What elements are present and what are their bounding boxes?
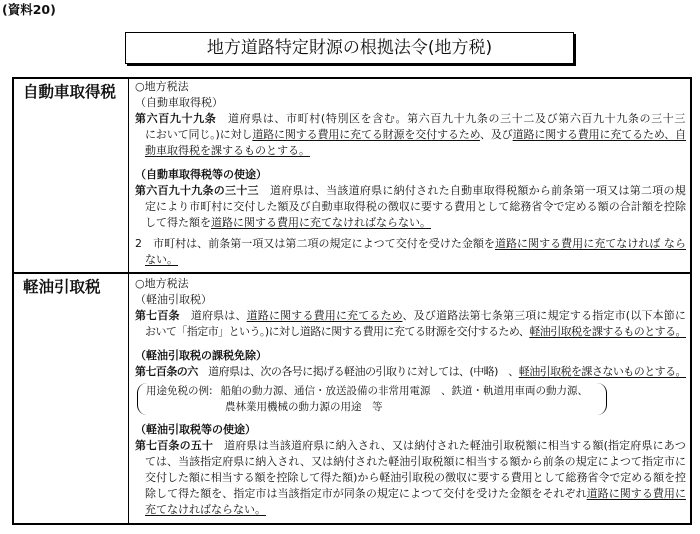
- underlined-text: 動車取得税を課するものとする。: [145, 144, 310, 157]
- underlined-text: 道路に関する費用に充てるため、自: [512, 128, 687, 141]
- text-line: [135, 199, 687, 215]
- section-heading: （自動車取得税等の使途）: [135, 168, 267, 181]
- article-number: 第七百条の五十: [135, 439, 213, 452]
- underlined-text: 道路に関する費用に充てなければ なら: [494, 237, 686, 250]
- note-text: 船舶の動力源、通信・放送設備の非常用電源 、鉄道・軌道用車両の動力源、: [220, 385, 589, 397]
- text-line: [135, 486, 687, 502]
- text-line: [135, 470, 687, 486]
- paragraph-text: [135, 236, 687, 268]
- article-number: 第七百条の六: [135, 365, 198, 378]
- text-segment: おいて「指定市」という。)に対し道路に関する費用に充てる財源を交付するため、: [145, 325, 530, 338]
- text-segment: 道府県は、市町村(特別区を含む。第六百九十九条の三十二及び第六百九十九条の三十三: [216, 112, 687, 125]
- law-name: ○地方税法: [135, 277, 189, 290]
- row-content: [129, 79, 690, 272]
- section-heading: （自動車取得税）: [135, 96, 223, 109]
- text-line: [135, 438, 687, 454]
- text-segment: 、及び道路法第七条第三項に規定する指定市(以下本節に: [402, 309, 687, 322]
- text-line: [135, 111, 687, 127]
- text-segment: 道府県は、当該道府県に納付された自動車取得税額から前条第一項又は第二項の規: [258, 184, 687, 197]
- article-text: [135, 438, 687, 518]
- underlined-text: 道路に関する費用に充てる財源を交付するため: [252, 128, 481, 141]
- text-line: [135, 454, 687, 470]
- title-box: [125, 32, 574, 64]
- article-text: [135, 308, 687, 340]
- page-title: 地方道路特定財源の根拠法令(地方税): [206, 38, 493, 58]
- text-segment: 除して得た額を、指定市は当該指定市が同条の規定によつて交付を受けた金額をそれぞれ: [145, 487, 587, 500]
- text-segment: 道府県は、次の各号に掲げる軽油の引取りに対しては、(中略) 、: [197, 365, 519, 378]
- note-bracket: [137, 383, 607, 415]
- underlined-text: ない。: [145, 253, 178, 266]
- section-heading: （軽油引取税）: [135, 293, 212, 306]
- article-text: [135, 183, 687, 231]
- note-label: 用途免税の例:: [146, 385, 213, 397]
- row-label: 軽油引取税: [14, 272, 129, 523]
- underlined-text: 軽油引取税を課するものとする。: [529, 325, 687, 338]
- section-heading: （軽油引取税等の使途）: [135, 423, 256, 436]
- note-line: [146, 399, 598, 415]
- article-text: [135, 364, 687, 380]
- text-line: [135, 308, 687, 324]
- text-segment: において同じ。)に対し: [145, 128, 253, 141]
- text-segment: 、及び: [480, 128, 513, 141]
- text-line: [135, 236, 687, 252]
- text-line: [135, 183, 687, 199]
- underlined-text: 充てなければならない。: [145, 503, 266, 516]
- article-number: 第七百条: [135, 309, 180, 322]
- text-segment: 道府県は、: [179, 309, 247, 322]
- document-reference: (資料20): [2, 2, 56, 17]
- article-number: 第六百九十九条の三十三: [135, 184, 259, 197]
- underlined-text: 道路に関する費用に: [586, 487, 687, 500]
- underlined-text: 道路に関する費用に充てなければならない。: [211, 216, 431, 229]
- underlined-text: 道路に関する費用に充てるため: [246, 309, 403, 322]
- text-segment: ては、当該指定府県に納入され、又は納付された軽油引取税額に相当する額から前条の規定によつて指定市に: [145, 455, 686, 468]
- text-segment: 道府県は当該道府県に納入され、又は納付された軽油引取税額に相当する額(指定府県にあつ: [213, 439, 687, 452]
- text-segment: 2 市町村は、前条第一項又は第二項の規定によつて交付を受けた金額を: [135, 237, 495, 250]
- article-number: 第六百九十九条: [135, 112, 217, 125]
- text-line: [135, 252, 687, 268]
- text-segment: 定により市町村に交付した額及び自動車取得税の徴収に要する費用として総務省令で定める額の合計額を控除: [145, 200, 686, 213]
- text-line: [135, 215, 687, 231]
- text-line: [135, 127, 687, 143]
- text-segment: して得た額を: [145, 216, 211, 229]
- law-table: [12, 77, 692, 525]
- article-text: [135, 111, 687, 159]
- note-text: 農林業用機械の動力源の用途 等: [225, 401, 383, 413]
- section-heading: （軽油引取税の課税免除）: [135, 349, 267, 362]
- note-line: [146, 383, 598, 399]
- text-line: [135, 364, 687, 380]
- text-line: [135, 502, 687, 518]
- underlined-text: 軽油引取税を課さないものとする。: [518, 365, 686, 378]
- text-line: [135, 324, 687, 340]
- row-label: 自動車取得税: [14, 79, 129, 272]
- row-content: [129, 272, 690, 523]
- text-line: [135, 143, 687, 159]
- law-name: ○地方税法: [135, 80, 189, 93]
- text-segment: 交付した額に相当する額を控除して得た額)から軽油引取税の徴収に要する費用として総務省令で定める額を控: [145, 471, 686, 484]
